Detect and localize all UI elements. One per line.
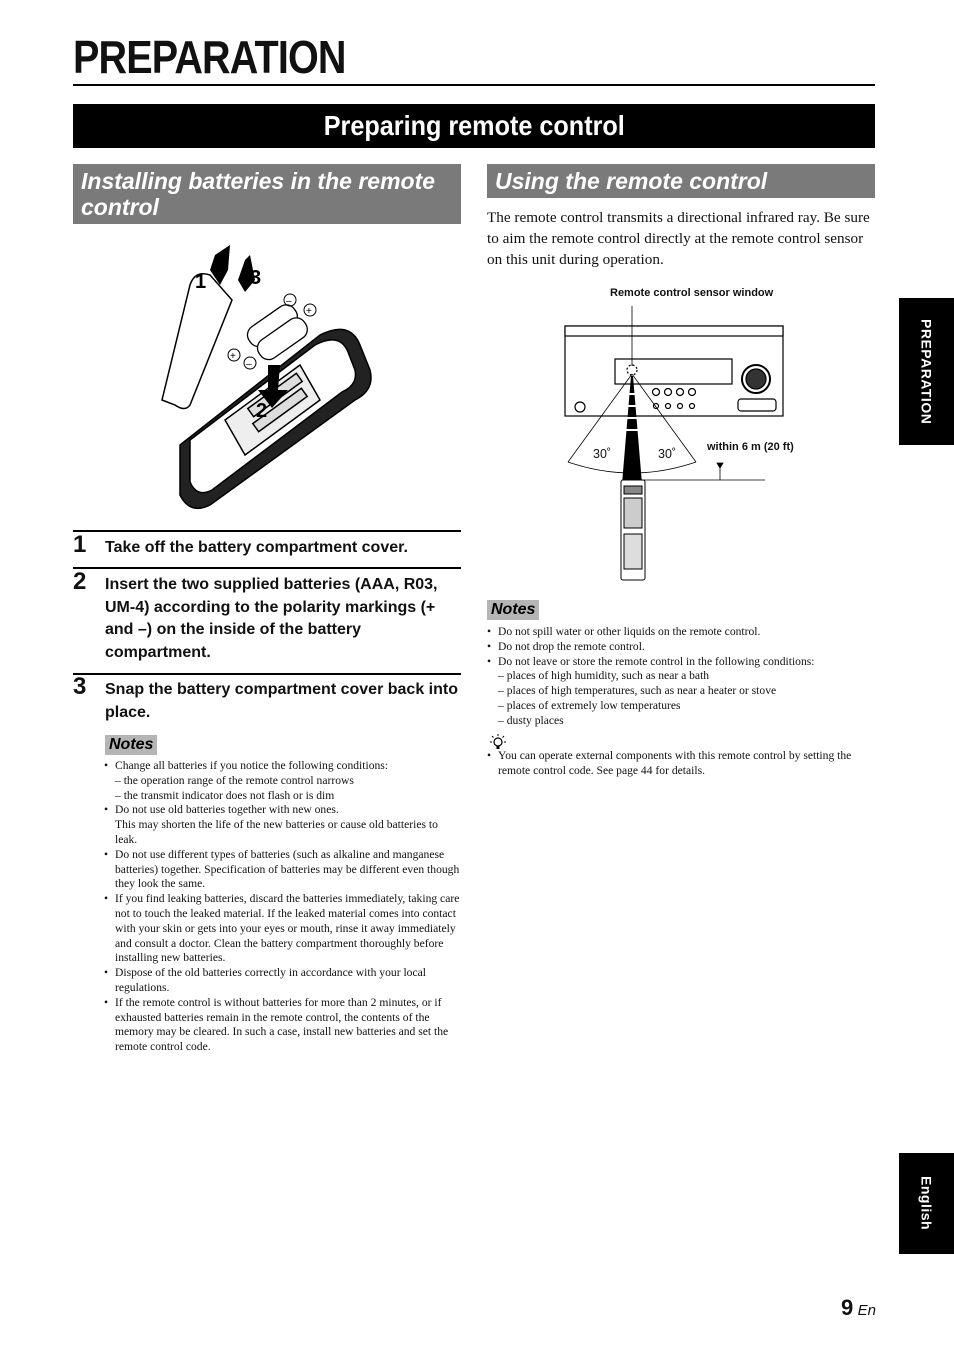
battery-cover-drawing (162, 274, 232, 409)
battery-notes-list (104, 759, 462, 1055)
svg-text:–: – (286, 296, 292, 307)
step-divider (73, 567, 461, 569)
note-text: Do not leave or store the remote control in the following conditions: (498, 654, 815, 668)
note-sub: – places of extremely low temperatures (498, 698, 681, 712)
list-item (104, 803, 462, 847)
svg-text:+: + (306, 306, 312, 317)
tip-list (487, 749, 877, 779)
illustration-label-2: 2 (256, 400, 268, 422)
step-text: Take off the battery compartment cover. (105, 539, 408, 556)
note-sub: This may shorten the life of the new batteries or cause old batteries to leak. (115, 818, 438, 846)
page-title: PREPARATION (73, 31, 346, 83)
list-item (487, 625, 877, 640)
receiver-drawing (565, 326, 783, 416)
note-sub: – places of high humidity, such as near a bath (498, 669, 710, 683)
note-text: Change all batteries if you notice the following conditions: (115, 759, 389, 772)
notes-label: Notes (105, 735, 157, 755)
step-text: Snap the battery compartment cover back into place. (105, 681, 458, 721)
section-banner (73, 104, 875, 148)
illustration-label-3: 3 (250, 267, 262, 289)
page-number-value: 9 (840, 1295, 854, 1320)
section-title: Preparing remote control (323, 110, 625, 141)
step-3 (73, 673, 461, 724)
notes-label: Notes (487, 600, 539, 620)
note-sub: – the transmit indicator does not flash or is dim (115, 788, 335, 802)
list-item: • You can operate external components with this remote control by setting the remote control code. See page 44 for details. (487, 749, 877, 779)
step-divider (73, 673, 461, 675)
note-sub: – dusty places (498, 713, 564, 727)
list-item (487, 655, 877, 729)
remote-range-diagram (560, 284, 810, 584)
side-tab-english (899, 1153, 954, 1254)
side-tab-label: English (918, 1176, 935, 1231)
step-text: Insert the two supplied batteries (AAA, R03, UM-4) according to the polarity markings (+ and –) on the inside of the battery compartment. (105, 576, 438, 661)
note-sub: – the operation range of the remote control narrows (115, 773, 354, 787)
step-divider (73, 530, 461, 532)
remote-control-drawing (621, 480, 645, 580)
title-rule (73, 84, 875, 86)
intro-paragraph: The remote control transmits a directional infrared ray. Be sure to aim the remote control directly at the remote control sensor on this unit during operation. (487, 209, 870, 268)
note-sub: – places of high temperatures, such as near a heater or stove (498, 684, 777, 698)
distance-caption: within 6 m (20 ft) (707, 441, 794, 453)
heading-using-remote: Using the remote control (487, 164, 875, 198)
list-item (104, 996, 462, 1055)
page-language: En (857, 1302, 876, 1319)
note-text: If you find leaking batteries, discard the batteries immediately, taking care not to touch the leaked material. If the leaked material comes into contact with your skin or gets into your eyes or mouth, rinse it away immediately and consult a doctor. Clean the battery compartment thoroughly before installing new batteries. (115, 892, 460, 965)
list-item (104, 892, 462, 966)
battery-installation-illustration (150, 240, 390, 520)
svg-text:–: – (246, 359, 252, 370)
step-number: 1 (73, 531, 87, 558)
list-item (104, 966, 462, 996)
step-number: 3 (73, 673, 87, 700)
step-1 (73, 531, 461, 560)
list-item (104, 848, 462, 892)
note-text: Do not spill water or other liquids on the remote control. (498, 625, 761, 638)
illustration-label-1: 1 (195, 271, 207, 293)
svg-text:+: + (230, 351, 236, 362)
step-number: 2 (73, 568, 87, 595)
list-item (104, 759, 462, 803)
note-text: If the remote control is without batteries for more than 2 minutes, or if exhausted batteries remain in the remote control, the contents of the memory may be cleared. In such a case, install new batteries and set the remote control code. (115, 995, 449, 1054)
side-tab-label: PREPARATION (918, 318, 935, 425)
side-tab-preparation (899, 298, 954, 445)
list-item (487, 640, 877, 655)
page-number (841, 1295, 876, 1321)
step-2 (73, 568, 461, 664)
remote-notes-list (487, 625, 877, 729)
note-text: Dispose of the old batteries correctly in accordance with your local regulations. (115, 966, 426, 994)
note-text: Do not use different types of batteries (such as alkaline and manganese batteries) together. Specification of batteries may be different even though they look the same. (115, 847, 460, 891)
angle-left-label: 30˚ (593, 447, 612, 461)
angle-right-label: 30˚ (658, 447, 677, 461)
sensor-caption: Remote control sensor window (610, 287, 774, 299)
note-text: Do not drop the remote control. (498, 639, 645, 653)
note-text: Do not use old batteries together with new ones. (115, 803, 339, 817)
heading-installing-batteries: Installing batteries in the remote control (73, 164, 461, 224)
